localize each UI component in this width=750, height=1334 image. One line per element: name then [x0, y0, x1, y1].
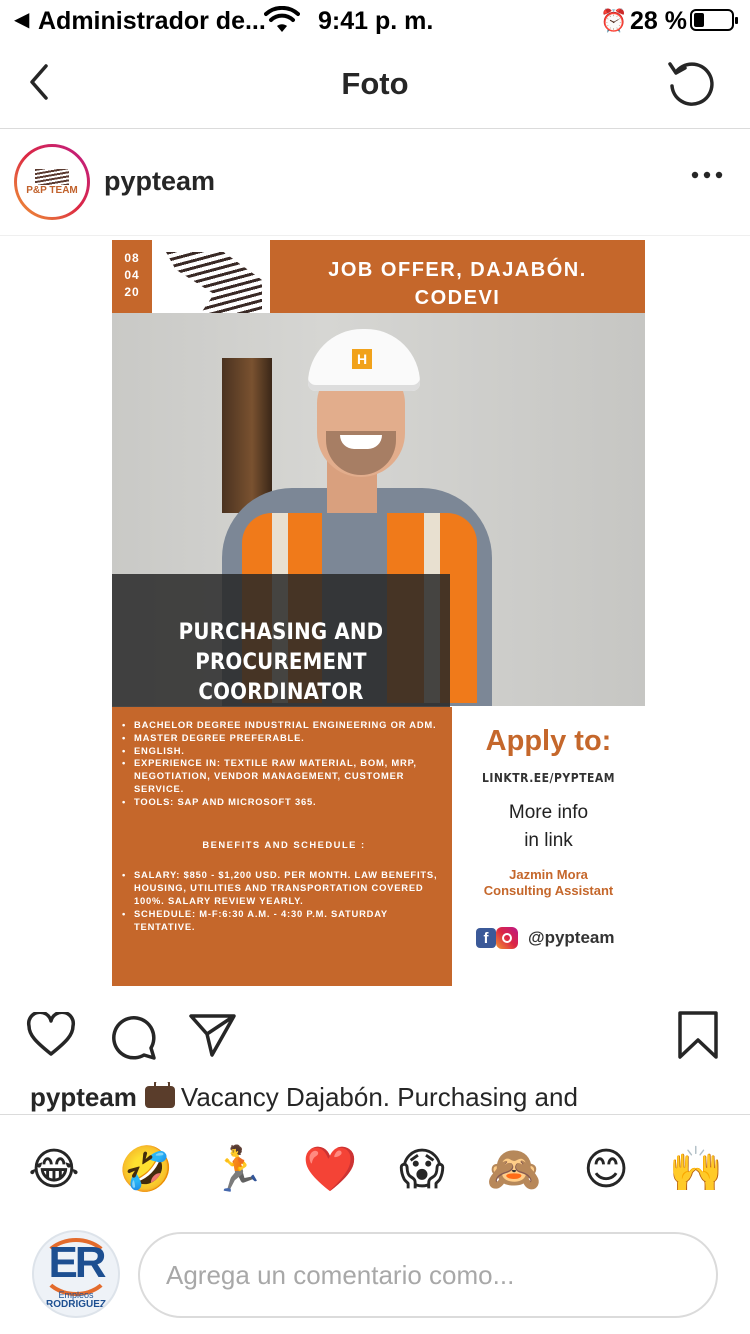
my-avatar: [32, 1230, 120, 1318]
post-image[interactable]: [112, 240, 645, 986]
benefits-list: [122, 869, 446, 933]
profile-avatar[interactable]: [14, 144, 90, 220]
stairs-logo-icon: [35, 169, 69, 185]
date-day: 08: [124, 251, 140, 265]
bookmark-icon[interactable]: [676, 1010, 720, 1060]
comment-icon[interactable]: [108, 1012, 158, 1062]
apply-title: Apply to:: [485, 725, 612, 757]
more-info-line-2: in link: [524, 830, 573, 851]
caption-text: Vacancy Dajabón. Purchasing and: [180, 1082, 578, 1112]
requirements-panel: [112, 707, 452, 986]
comment-input[interactable]: [138, 1232, 718, 1318]
clock: 9:41 p. m.: [318, 7, 434, 35]
emoji-rofl[interactable]: 🤣: [118, 1144, 174, 1195]
briefcase-icon: [145, 1086, 175, 1108]
contact-person: [452, 867, 645, 899]
back-to-app-icon[interactable]: ◀: [14, 9, 30, 31]
requirements-list: [122, 719, 446, 809]
emoji-see-no-evil[interactable]: 🙈: [486, 1144, 542, 1195]
emoji-quick-reactions: [0, 1114, 750, 1220]
post-actions: [0, 1004, 750, 1068]
requirement-item: • MASTER DEGREE PREFERABLE.: [122, 732, 446, 745]
emoji-smile[interactable]: 😊: [583, 1144, 629, 1195]
social-handle: @pypteam: [528, 928, 615, 947]
comment-bar: [0, 1220, 750, 1334]
requirement-item: • EXPERIENCE IN: TEXTILE RAW MATERIAL, BOM, MRP, NEGOTIATION, VENDOR MANAGEMENT, CUSTOMER SERVICE.: [122, 757, 446, 795]
emoji-raised-hands[interactable]: 🙌: [668, 1144, 724, 1195]
status-bar: [0, 0, 750, 42]
emoji-runner[interactable]: 🏃: [210, 1144, 266, 1195]
facebook-icon: f: [476, 928, 496, 948]
battery-icon: [690, 9, 734, 31]
offer-line-2: CODEVI: [414, 287, 501, 309]
instagram-icon: [496, 927, 518, 949]
requirement-item: • BACHELOR DEGREE INDUSTRIAL ENGINEERING OR ADM.: [122, 719, 446, 732]
more-info-text: [452, 799, 645, 855]
requirement-item: • TOOLS: SAP AND MICROSOFT 365.: [122, 796, 446, 809]
image-date: [112, 240, 152, 313]
more-info-line-1: More info: [508, 802, 589, 823]
post-username[interactable]: pypteam: [104, 166, 216, 196]
alarm-icon: ⏰: [600, 8, 628, 33]
more-options-icon[interactable]: [690, 168, 724, 182]
emoji-scream[interactable]: 😱: [399, 1144, 445, 1195]
date-year: 20: [124, 285, 140, 299]
heart-icon[interactable]: [26, 1012, 76, 1058]
contact-name: Jazmin Mora: [509, 867, 588, 882]
benefit-item: • SALARY: $850 - $1,200 USD. PER MONTH. LAW BENEFITS, HOUSING, UTILITIES AND TRANSPORTATION COVERED 100%. SALARY REVIEW YEARLY.: [122, 869, 446, 907]
job-offer-heading: [270, 256, 645, 312]
position-title: [112, 574, 450, 707]
social-handle-row: [476, 925, 615, 951]
benefits-title: BENEFITS AND SCHEDULE :: [202, 838, 366, 850]
photo-door: [222, 358, 272, 513]
stairs-logo-icon: [166, 252, 262, 322]
refresh-icon[interactable]: [664, 56, 720, 112]
emoji-joy[interactable]: 😂: [28, 1144, 80, 1195]
avatar-text-line-1: Empleos: [58, 1290, 94, 1300]
date-month: 04: [124, 268, 140, 282]
post-header: [0, 130, 750, 236]
offer-line-1: JOB OFFER, DAJABÓN.: [328, 259, 587, 281]
nav-bar: [0, 42, 750, 129]
caption-username[interactable]: pypteam: [30, 1082, 137, 1112]
position-line-2: COORDINATOR: [198, 680, 364, 705]
share-icon[interactable]: [188, 1012, 238, 1058]
apply-panel: [452, 707, 645, 986]
wifi-icon: [264, 6, 300, 34]
apply-link: LINKTR.EE/PYPTEAM: [482, 771, 615, 785]
battery-percent: 28 %: [630, 7, 687, 35]
contact-role: Consulting Assistant: [483, 883, 614, 898]
avatar-text-line-2: RODRIGUEZ: [46, 1299, 106, 1310]
position-line-1: PURCHASING AND PROCUREMENT: [178, 620, 384, 675]
avatar-logo-text: P&P TEAM: [26, 184, 78, 196]
helmet-logo: H: [352, 349, 372, 369]
avatar-logo: [17, 147, 87, 217]
avatar-initials: ER: [48, 1238, 104, 1287]
requirement-item: • ENGLISH.: [122, 745, 446, 758]
back-to-app-label[interactable]: Administrador de...: [38, 7, 266, 35]
page-title: Foto: [341, 66, 409, 101]
emoji-heart[interactable]: ❤️: [302, 1144, 358, 1195]
benefit-item: • SCHEDULE: M-F:6:30 A.M. - 4:30 P.M. SATURDAY TENTATIVE.: [122, 908, 446, 934]
post-caption[interactable]: [30, 1082, 730, 1114]
